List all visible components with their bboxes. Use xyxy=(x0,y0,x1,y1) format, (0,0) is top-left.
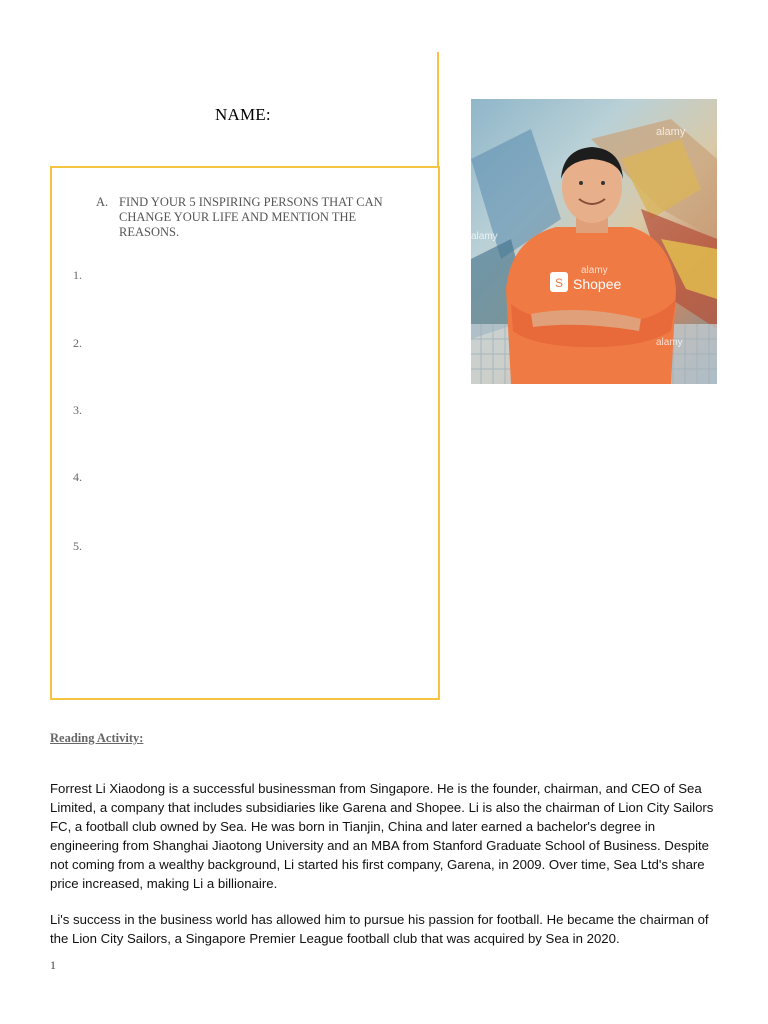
reading-activity-title: Reading Activity: xyxy=(50,731,144,745)
page-number: 1 xyxy=(50,958,56,972)
list-item-number: 5. xyxy=(73,539,82,553)
instruction-text: FIND YOUR 5 INSPIRING PERSONS THAT CAN CHANGE YOUR LIFE AND MENTION THE REASONS. xyxy=(119,195,383,239)
watermark-text: alamy xyxy=(656,337,683,348)
list-item-number: 3. xyxy=(73,403,82,417)
watermark-text: alamy xyxy=(471,231,498,242)
person-photo-illustration xyxy=(471,99,717,384)
watermark-text: alamy xyxy=(581,265,608,276)
reading-paragraph: Forrest Li Xiaodong is a successful businessman from Singapore. He is the founder, chairman, and CEO of Sea Limited, a company that includes subsidiaries like Garena and Shopee. Li is also the chairman of Lion City Sailors FC, a football club owned by Sea. He was born in Tianjin, China and later earned a bachelor's degree in engineering from Shanghai Jiaotong University and an MBA from Stanford Graduate School of Business. Despite not coming from a wealthy background, Li started his first company, Garena, in 2009. Over time, Sea Ltd's share price increased, making Li a billionaire. xyxy=(50,781,714,891)
list-item-number: 1. xyxy=(73,268,82,282)
frame-divider-line xyxy=(437,52,439,168)
instruction-marker: A. xyxy=(96,195,109,209)
list-item-number: 4. xyxy=(73,470,82,484)
list-item-number: 2. xyxy=(73,336,82,350)
person-photo xyxy=(471,99,717,384)
name-label: NAME: xyxy=(215,105,271,124)
reading-paragraph: Li's success in the business world has allowed him to pursue his passion for football. He became the chairman of the Lion City Sailors, a Singapore Premier League football club that was acquired by Sea in 2020. xyxy=(50,912,709,946)
shirt-brand-text: Shopee xyxy=(573,276,622,292)
worksheet-box xyxy=(50,166,440,700)
svg-text:S: S xyxy=(554,276,564,290)
instruction xyxy=(96,195,396,240)
watermark-text: alamy xyxy=(656,126,686,138)
